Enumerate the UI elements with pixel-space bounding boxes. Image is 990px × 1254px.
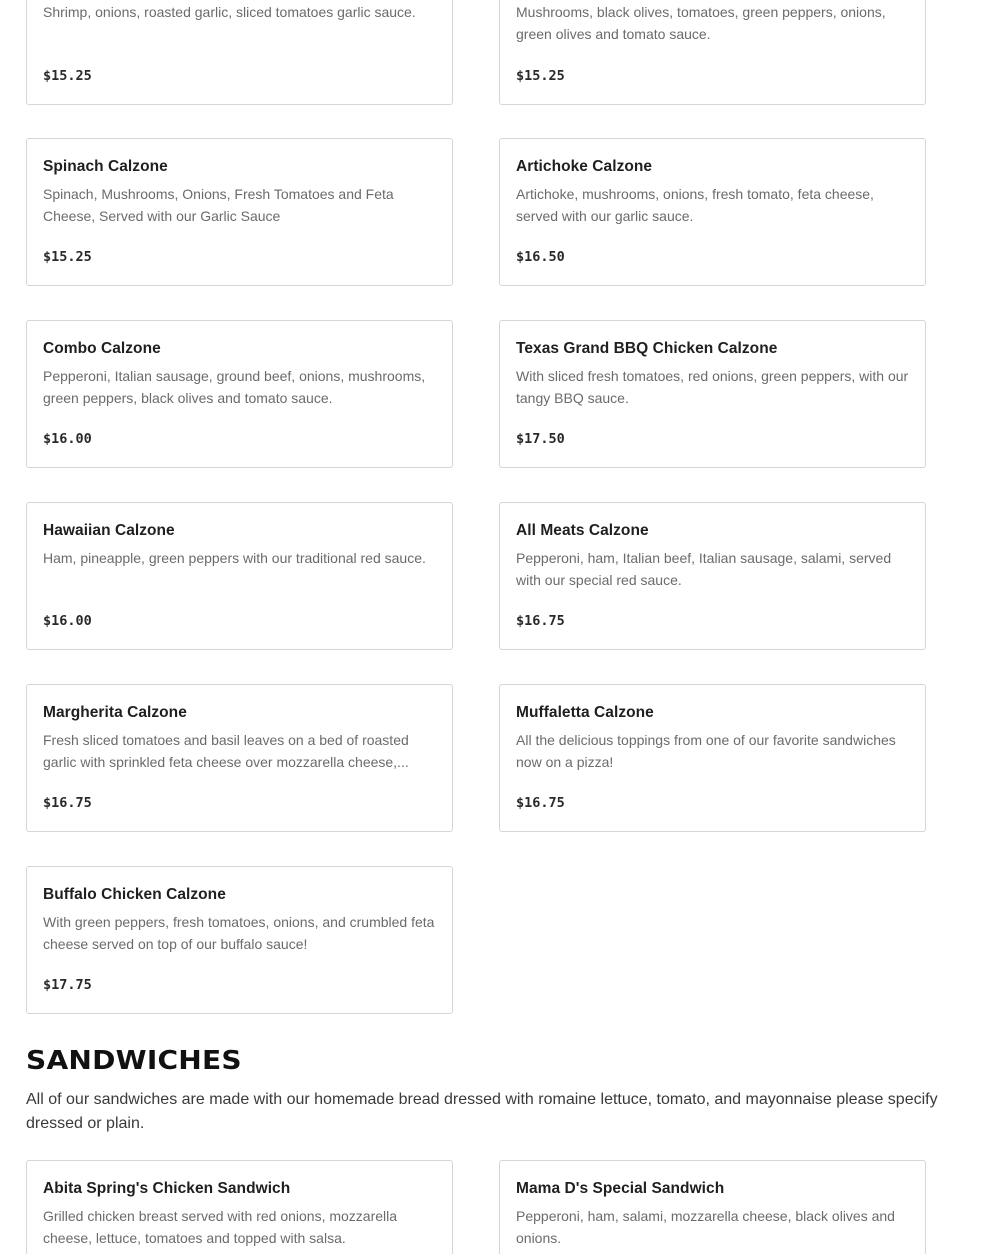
menu-item-card[interactable] [26, 1160, 453, 1254]
menu-item-price: $16.75 [43, 795, 92, 811]
menu-item-description: Spinach, Mushrooms, Onions, Fresh Tomatoes and Feta Cheese, Served with our Garlic Sauce [43, 186, 394, 224]
menu-item-name: Muffaletta Calzone [516, 704, 654, 721]
section-description: All of our sandwiches are made with our homemade bread dressed with romaine lettuce, tomato, and mayonnaise please specify dressed or plain. [26, 1091, 938, 1132]
menu-item-price: $16.00 [43, 613, 92, 629]
menu-item-description: Mushrooms, black olives, tomatoes, green peppers, onions, green olives and tomato sauce. [516, 4, 886, 42]
menu-item-description: Shrimp, onions, roasted garlic, sliced tomatoes garlic sauce. [43, 4, 416, 20]
menu-item-card[interactable] [26, 320, 453, 468]
menu-item-card[interactable] [499, 1160, 926, 1254]
menu-item-card[interactable] [26, 502, 453, 650]
menu-item-card[interactable] [26, 138, 453, 286]
menu-item-card[interactable] [499, 138, 926, 286]
menu-item-name: All Meats Calzone [516, 522, 649, 539]
menu-item-price: $16.00 [43, 431, 92, 447]
menu-item-price: $16.75 [516, 613, 565, 629]
section-title: SANDWICHES [26, 1046, 242, 1076]
menu-item-price: $17.50 [516, 431, 565, 447]
menu-item-card[interactable] [26, 0, 453, 105]
menu-item-description: Pepperoni, ham, Italian beef, Italian sausage, salami, served with our special red sauce. [516, 550, 892, 588]
menu-item-price: $15.25 [516, 68, 565, 84]
menu-item-card[interactable] [499, 320, 926, 468]
menu-item-price: $15.25 [43, 249, 92, 265]
menu-item-name: Artichoke Calzone [516, 158, 653, 175]
menu-item-name: Spinach Calzone [43, 158, 168, 175]
menu-item-description: With sliced fresh tomatoes, red onions, green peppers, with our tangy BBQ sauce. [516, 368, 909, 406]
menu-item-description: With green peppers, fresh tomatoes, onions, and crumbled feta cheese served on top of our buffalo sauce! [43, 914, 435, 952]
menu-item-name: Combo Calzone [43, 340, 161, 357]
menu-item-card[interactable] [499, 684, 926, 832]
menu-item-name: Mama D's Special Sandwich [516, 1180, 725, 1197]
menu-item-description: All the delicious toppings from one of our favorite sandwiches now on a pizza! [516, 732, 896, 770]
menu-item-description: Pepperoni, ham, salami, mozzarella cheese, black olives and onions. [516, 1208, 895, 1246]
menu-item-name: Hawaiian Calzone [43, 522, 175, 539]
menu-item-price: $16.50 [516, 249, 565, 265]
menu-item-price: $17.75 [43, 977, 92, 993]
menu-item-price: $16.75 [516, 795, 565, 811]
menu-item-name: Abita Spring's Chicken Sandwich [43, 1180, 291, 1197]
menu-item-description: Ham, pineapple, green peppers with our traditional red sauce. [43, 550, 426, 566]
menu-item-price: $15.25 [43, 68, 92, 84]
menu-item-card[interactable] [499, 502, 926, 650]
menu-item-description: Artichoke, mushrooms, onions, fresh tomato, feta cheese, served with our garlic sauce. [516, 186, 874, 224]
menu-item-name: Margherita Calzone [43, 704, 187, 721]
menu-item-description: Fresh sliced tomatoes and basil leaves on a bed of roasted garlic with sprinkled feta cheese over mozzarella cheese,... [43, 732, 409, 770]
menu-item-card[interactable] [26, 684, 453, 832]
menu-item-name: Texas Grand BBQ Chicken Calzone [516, 340, 778, 357]
menu-item-description: Pepperoni, Italian sausage, ground beef, onions, mushrooms, green peppers, black olives and tomato sauce. [43, 368, 426, 406]
menu-item-card[interactable] [499, 0, 926, 105]
menu-item-card[interactable] [26, 866, 453, 1014]
menu-item-description: Grilled chicken breast served with red onions, mozzarella cheese, lettuce, tomatoes and topped with salsa. [43, 1208, 398, 1246]
menu-item-name: Buffalo Chicken Calzone [43, 886, 226, 903]
